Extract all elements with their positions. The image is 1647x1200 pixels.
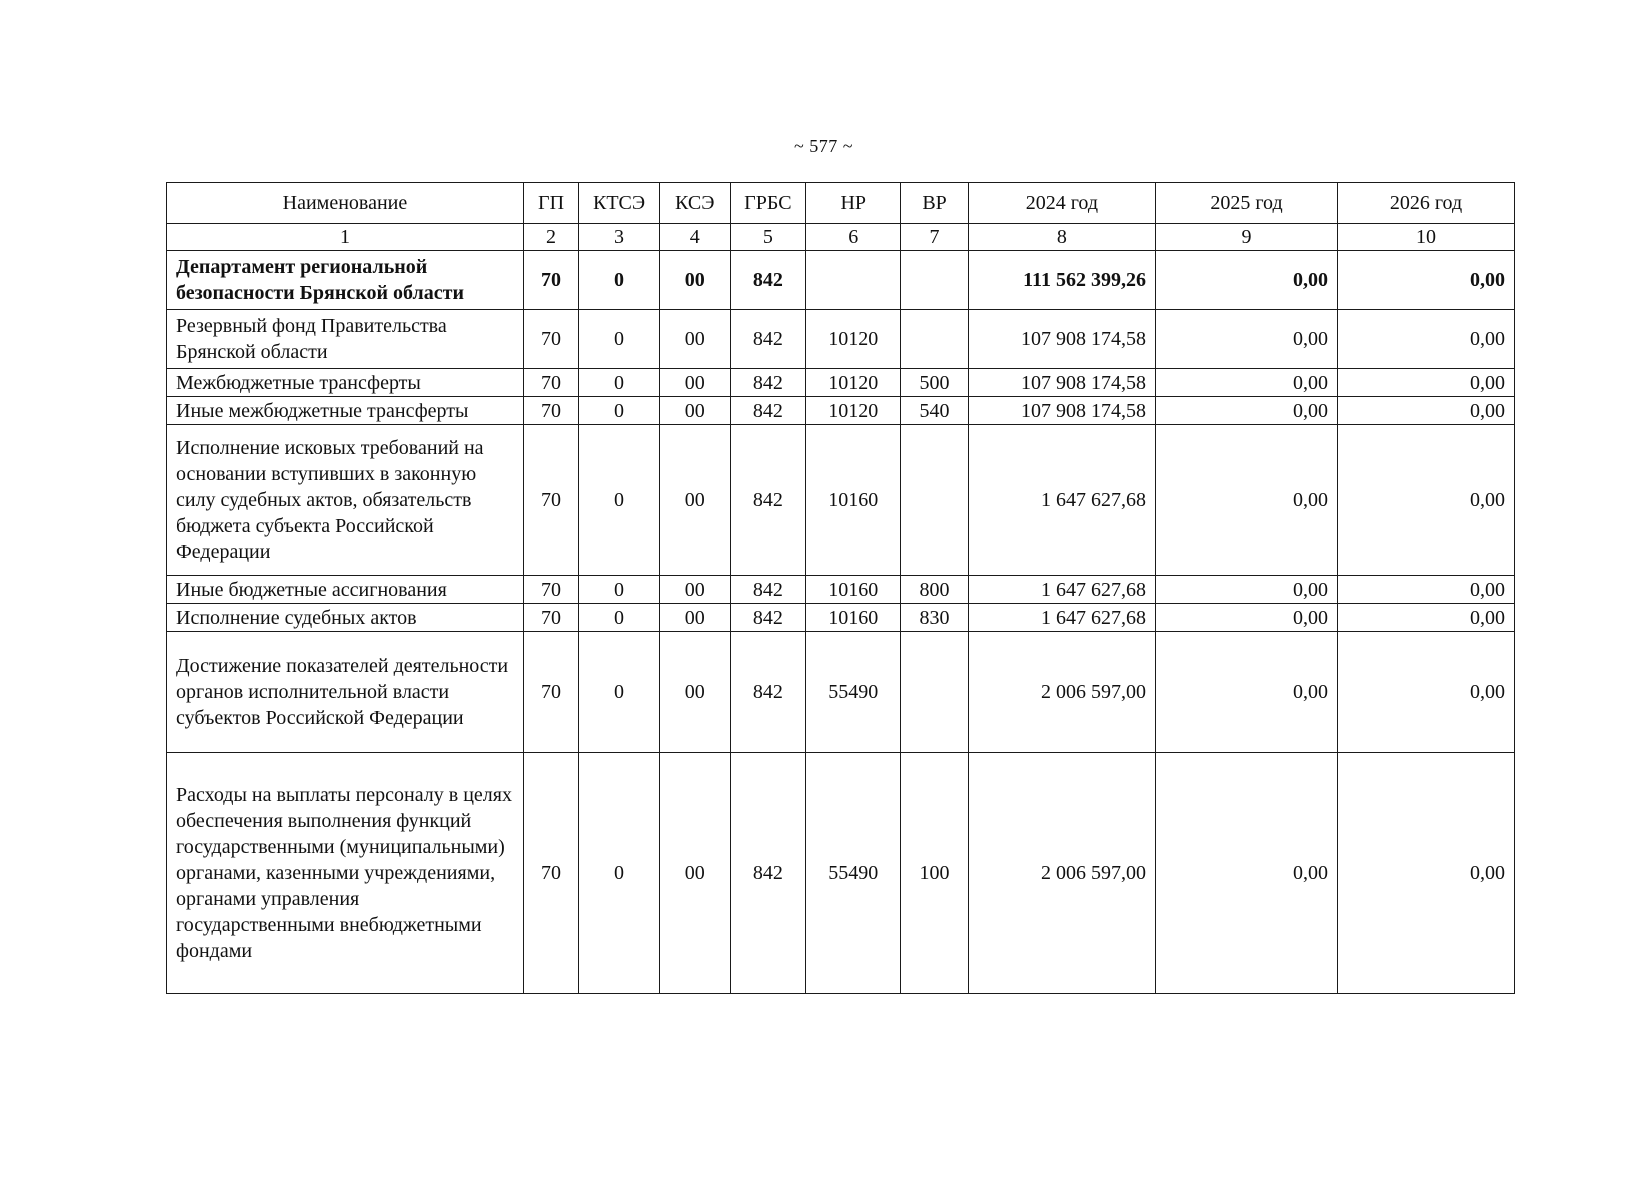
row-gp: 70	[523, 310, 578, 369]
row-name: Резервный фонд Правительства Брянской области	[167, 310, 524, 369]
row-nr: 55490	[806, 632, 901, 753]
row-name: Иные межбюджетные трансферты	[167, 397, 524, 425]
row-2024: 107 908 174,58	[968, 397, 1155, 425]
row-kse: 00	[659, 369, 730, 397]
row-2024: 107 908 174,58	[968, 369, 1155, 397]
row-2024: 107 908 174,58	[968, 310, 1155, 369]
row-nr: 55490	[806, 753, 901, 994]
row-kse: 00	[659, 397, 730, 425]
header-2025: 2025 год	[1155, 183, 1337, 224]
table-row	[167, 369, 1515, 397]
row-grbs: 842	[730, 632, 806, 753]
row-2024: 1 647 627,68	[968, 425, 1155, 576]
row-ktse: 0	[579, 576, 660, 604]
column-number: 3	[579, 224, 660, 251]
header-name: Наименование	[167, 183, 524, 224]
row-ktse: 0	[579, 251, 660, 310]
row-2025: 0,00	[1155, 251, 1337, 310]
row-2024: 2 006 597,00	[968, 753, 1155, 994]
header-2024: 2024 год	[968, 183, 1155, 224]
row-vr	[901, 425, 969, 576]
row-nr	[806, 251, 901, 310]
row-gp: 70	[523, 632, 578, 753]
row-2024: 1 647 627,68	[968, 604, 1155, 632]
row-2026: 0,00	[1338, 753, 1515, 994]
column-number: 5	[730, 224, 806, 251]
row-gp: 70	[523, 369, 578, 397]
row-kse: 00	[659, 632, 730, 753]
header-grbs: ГРБС	[730, 183, 806, 224]
row-gp: 70	[523, 576, 578, 604]
column-number: 6	[806, 224, 901, 251]
row-gp: 70	[523, 753, 578, 994]
row-name: Достижение показателей деятельности органов исполнительной власти субъектов Российской Федерации	[167, 632, 524, 753]
row-2025: 0,00	[1155, 604, 1337, 632]
row-vr	[901, 632, 969, 753]
row-2025: 0,00	[1155, 369, 1337, 397]
column-number: 7	[901, 224, 969, 251]
row-name: Иные бюджетные ассигнования	[167, 576, 524, 604]
table-row	[167, 576, 1515, 604]
row-vr	[901, 251, 969, 310]
row-ktse: 0	[579, 753, 660, 994]
row-2026: 0,00	[1338, 576, 1515, 604]
header-2026: 2026 год	[1338, 183, 1515, 224]
table-row	[167, 425, 1515, 576]
row-name: Исполнение судебных актов	[167, 604, 524, 632]
row-name: Расходы на выплаты персоналу в целях обеспечения выполнения функций государственными (муниципальными) органами, казенными учреждениями, органами управления государственными внебюджетными фондами	[167, 753, 524, 994]
row-vr: 830	[901, 604, 969, 632]
row-ktse: 0	[579, 397, 660, 425]
column-number: 8	[968, 224, 1155, 251]
row-nr: 10160	[806, 425, 901, 576]
row-vr: 500	[901, 369, 969, 397]
row-grbs: 842	[730, 576, 806, 604]
row-2025: 0,00	[1155, 397, 1337, 425]
row-2024: 111 562 399,26	[968, 251, 1155, 310]
row-name: Департамент региональной безопасности Брянской области	[167, 251, 524, 310]
row-2026: 0,00	[1338, 425, 1515, 576]
column-number: 4	[659, 224, 730, 251]
column-number: 9	[1155, 224, 1337, 251]
column-number: 2	[523, 224, 578, 251]
row-grbs: 842	[730, 425, 806, 576]
header-gp: ГП	[523, 183, 578, 224]
row-kse: 00	[659, 425, 730, 576]
row-ktse: 0	[579, 632, 660, 753]
row-2026: 0,00	[1338, 310, 1515, 369]
row-nr: 10160	[806, 576, 901, 604]
row-grbs: 842	[730, 397, 806, 425]
row-vr: 800	[901, 576, 969, 604]
row-2024: 2 006 597,00	[968, 632, 1155, 753]
row-name: Межбюджетные трансферты	[167, 369, 524, 397]
row-2026: 0,00	[1338, 397, 1515, 425]
column-number-row	[167, 224, 1515, 251]
row-gp: 70	[523, 604, 578, 632]
row-ktse: 0	[579, 425, 660, 576]
row-nr: 10160	[806, 604, 901, 632]
row-grbs: 842	[730, 251, 806, 310]
header-row	[167, 183, 1515, 224]
row-nr: 10120	[806, 310, 901, 369]
row-2025: 0,00	[1155, 576, 1337, 604]
row-grbs: 842	[730, 369, 806, 397]
row-kse: 00	[659, 251, 730, 310]
page-number: ~ 577 ~	[794, 136, 853, 156]
row-nr: 10120	[806, 397, 901, 425]
row-gp: 70	[523, 251, 578, 310]
table-row	[167, 251, 1515, 310]
table-row	[167, 604, 1515, 632]
row-2025: 0,00	[1155, 753, 1337, 994]
header-ktse: КТСЭ	[579, 183, 660, 224]
row-2026: 0,00	[1338, 251, 1515, 310]
budget-table	[166, 182, 1515, 994]
row-vr	[901, 310, 969, 369]
header-vr: ВР	[901, 183, 969, 224]
row-kse: 00	[659, 753, 730, 994]
row-2025: 0,00	[1155, 425, 1337, 576]
column-number: 1	[167, 224, 524, 251]
row-2026: 0,00	[1338, 604, 1515, 632]
row-kse: 00	[659, 604, 730, 632]
row-grbs: 842	[730, 753, 806, 994]
row-kse: 00	[659, 576, 730, 604]
row-2026: 0,00	[1338, 369, 1515, 397]
row-ktse: 0	[579, 604, 660, 632]
row-2025: 0,00	[1155, 310, 1337, 369]
table-row	[167, 310, 1515, 369]
table-row	[167, 753, 1515, 994]
row-2026: 0,00	[1338, 632, 1515, 753]
row-ktse: 0	[579, 310, 660, 369]
row-gp: 70	[523, 397, 578, 425]
table-row	[167, 632, 1515, 753]
row-2025: 0,00	[1155, 632, 1337, 753]
row-grbs: 842	[730, 310, 806, 369]
header-kse: КСЭ	[659, 183, 730, 224]
row-kse: 00	[659, 310, 730, 369]
row-nr: 10120	[806, 369, 901, 397]
header-nr: НР	[806, 183, 901, 224]
row-vr: 100	[901, 753, 969, 994]
row-2024: 1 647 627,68	[968, 576, 1155, 604]
row-gp: 70	[523, 425, 578, 576]
row-grbs: 842	[730, 604, 806, 632]
row-vr: 540	[901, 397, 969, 425]
row-ktse: 0	[579, 369, 660, 397]
table-row	[167, 397, 1515, 425]
column-number: 10	[1338, 224, 1515, 251]
row-name: Исполнение исковых требований на основании вступивших в законную силу судебных актов, обязательств бюджета субъекта Российской Федерации	[167, 425, 524, 576]
